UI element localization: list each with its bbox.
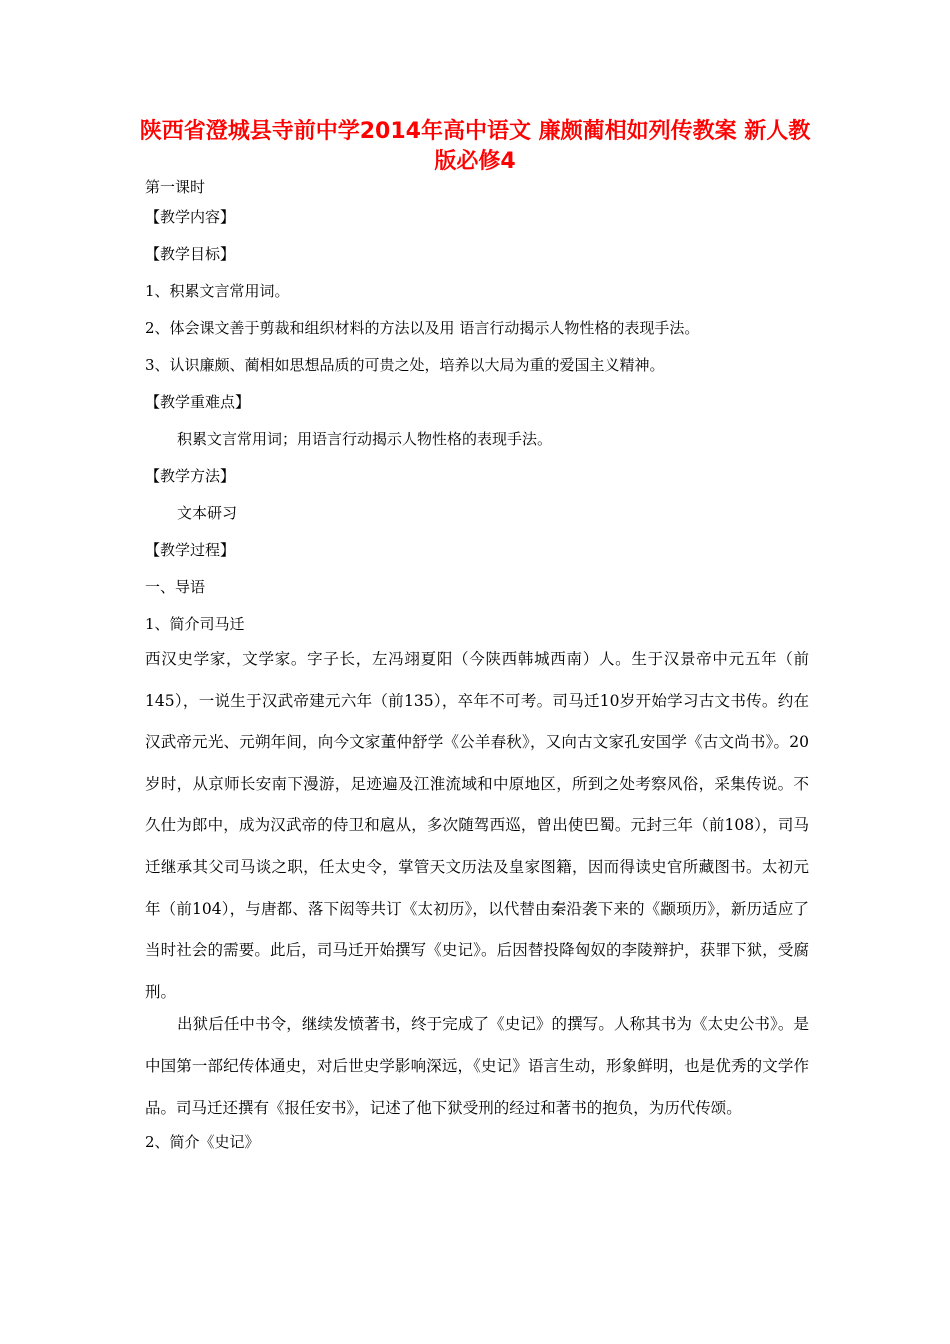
section-heading-key-points: 【教学重难点】 [145,393,251,411]
subsection-sima-qian: 1、简介司马迁 [145,615,245,633]
process-step-intro: 一、导语 [145,578,206,596]
section-heading-methods: 【教学方法】 [145,467,236,485]
objective-item-2: 2、体会课文善于剪裁和组织材料的方法以及用 语言行动揭示人物性格的表现手法。 [145,319,700,337]
document-title: 陕西省澄城县寺前中学2014年高中语文 廉颇蔺相如列传教案 新人教版必修4 [139,119,811,174]
lesson-period: 第一课时 [145,178,206,196]
key-points-text: 积累文言常用词；用语言行动揭示人物性格的表现手法。 [177,430,553,448]
biography-paragraph-continued: 出狱后任中书令，继续发愤著书，终于完成了《史记》的撰写。人称其书为《太史公书》。是中国第一部纪传体通史，对后世史学影响深远，《史记》语言生动，形象鲜明，也是优秀的文学作品。司马迁还撰有《报任安书》，记述了他下狱受刑的经过和著书的抱负，为历代传颂。 [145,1015,809,1117]
methods-text: 文本研习 [177,504,238,522]
section-heading-process: 【教学过程】 [145,541,236,559]
objective-item-3: 3、认识廉颇、蔺相如思想品质的可贵之处，培养以大局为重的爱国主义精神。 [145,356,665,374]
objective-item-1: 1、积累文言常用词。 [145,282,290,300]
section-heading-objectives: 【教学目标】 [145,245,236,263]
document-body [145,174,810,1166]
biography-paragraph: 西汉史学家，文学家。字子长，左冯翊夏阳（今陕西韩城西南）人。生于汉景帝中元五年（前145），一说生于汉武帝建元六年（前135），卒年不可考。司马迁10岁开始学习古文书传。约在汉武帝元光、元朔年间，向今文家董仲舒学《公羊春秋》，又向古文家孔安国学《古文尚书》。20岁时，从京师长安南下漫游，足迹遍及江淮流域和中原地区，所到之处考察风俗，采集传说。不久仕为郎中，成为汉武帝的侍卫和扈从，多次随驾西巡，曾出使巴蜀。元封三年（前108），司马迁继承其父司马谈之职，任太史令，掌管天文历法及皇家图籍，因而得读史官所藏图书。太初元年（前104），与唐都、落下闳等共订《太初历》，以代替由秦沿袭下来的《颛顼历》，新历适应了当时社会的需要。此后，司马迁开始撰写《史记》。后因替投降匈奴的李陵辩护，获罪下狱，受腐刑。 [145,650,809,1001]
subsection-shiji: 2、简介《史记》 [145,1133,260,1152]
section-heading-content: 【教学内容】 [145,208,236,226]
